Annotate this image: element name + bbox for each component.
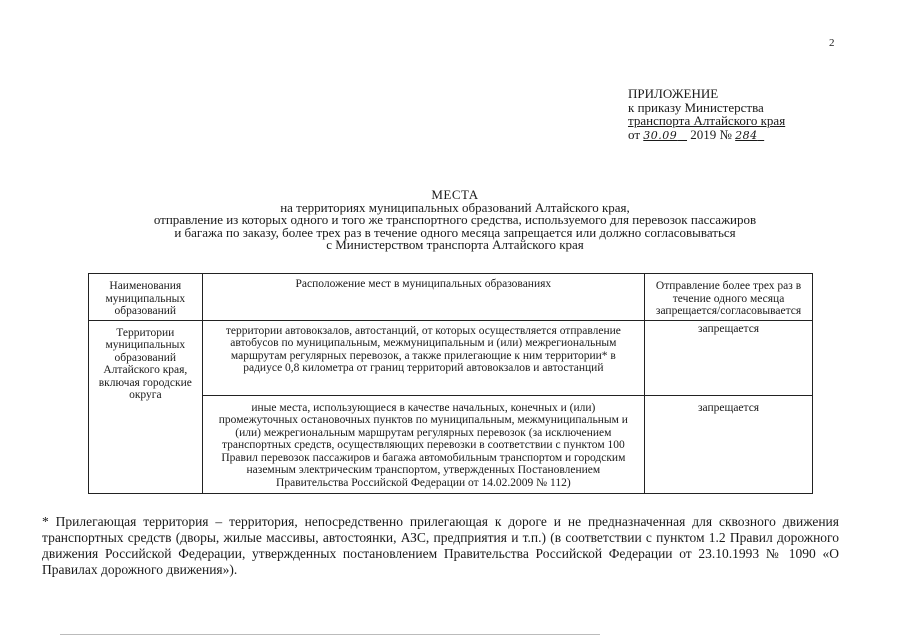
places-table bbox=[88, 273, 813, 494]
title-heading: МЕСТА bbox=[431, 187, 479, 202]
header-status: Отправление более трех раз в течение одного месяца запрещается/согласовывается bbox=[645, 274, 813, 321]
table-header-row bbox=[89, 274, 813, 321]
title-line-4: с Министерством транспорта Алтайского края bbox=[326, 237, 584, 252]
appendix-header bbox=[628, 87, 785, 142]
appendix-order-line: к приказу Министерства bbox=[628, 99, 764, 115]
scan-edge-line bbox=[60, 634, 600, 635]
page-number: 2 bbox=[829, 37, 835, 49]
appendix-date-line bbox=[628, 128, 785, 143]
handwritten-date: 30.09 bbox=[643, 128, 678, 142]
status-cell: запрещается bbox=[645, 395, 813, 494]
year-text: 2019 № bbox=[690, 126, 732, 142]
location-cell: иные места, использующиеся в качестве начальных, конечных и (или) промежуточных остановочных пунктов по муниципальным, межмуниципальным и (или) межрегиональным маршрутам регулярных перевозок (за исключением транспортных средств, осуществляющих перевозки в соответствии с пунктом 100 Правил перевозок пассажиров и багажа автомобильным транспортом и городским наземным электрическим транспортом, утвержденных Постановлением Правительства Российской Федерации от 14.02.2009 № 112) bbox=[202, 395, 644, 494]
header-location: Расположение мест в муниципальных образованиях bbox=[202, 274, 644, 321]
title-line-2: отправление из которых одного и того же транспортного средства, используемого для перевозок пассажиров bbox=[153, 212, 757, 227]
date-prefix: от bbox=[628, 126, 641, 142]
appendix-ministry-line: транспорта Алтайского края bbox=[628, 113, 786, 128]
footnote: * Прилегающая территория – территория, непосредственно прилегающая к дороге и не предназначенная для сквозного движения транспортных средств (дворы, жилые массивы, автостоянки, АЗС, предприятия и т.п.) (в соответствии с пунктом 1.2 Правил дорожного движения Российской Федерации, утвержденных постановлением Правительства Российской Федерации от 23.10.1993 № 1090 «О Правилах дорожного движения»). bbox=[42, 514, 839, 577]
title-line-3: и багажа по заказу, более трех раз в течение одного месяца запрещается или должно согласовываться bbox=[174, 224, 736, 240]
document-title bbox=[60, 189, 850, 252]
title-line-1: на территориях муниципальных образований Алтайского края, bbox=[280, 199, 630, 215]
location-cell: территории автовокзалов, автостанций, от которых осуществляется отправление автобусов по муниципальным, межмуниципальным и (или) межрегиональным маршрутам регулярных перевозок, а также прилегающие к ним территории* в радиусе 0,8 километра от границ территорий автовокзалов и автостанций bbox=[202, 320, 644, 395]
handwritten-number: 284 bbox=[735, 128, 758, 142]
status-cell: запрещается bbox=[645, 320, 813, 395]
table-row bbox=[89, 320, 813, 395]
header-municipality: Наименования муниципальных образований bbox=[89, 274, 203, 321]
municipality-cell: Территории муниципальных образований Алтайского края, включая городские округа bbox=[89, 320, 203, 494]
appendix-title: ПРИЛОЖЕНИЕ bbox=[628, 86, 719, 101]
